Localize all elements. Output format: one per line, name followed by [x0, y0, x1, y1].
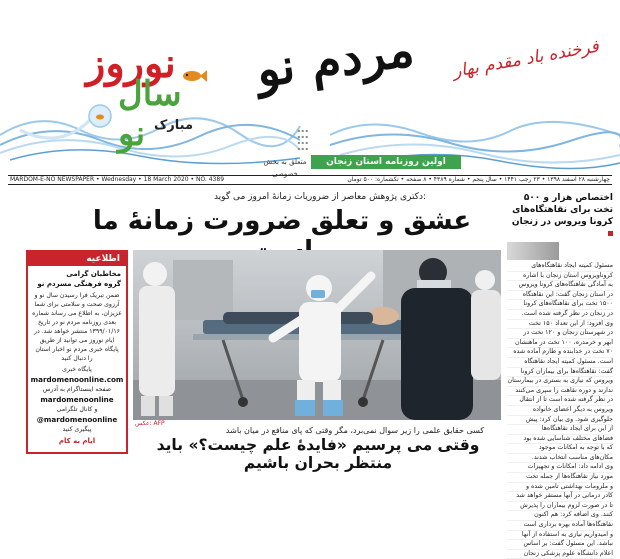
notice-addressee: مخاطبان گرامی گروه فرهنگی مسردم نو: [37, 270, 121, 288]
right-column-line: اعلام دانشگاه علوم پزشکی زنجان: [507, 550, 613, 559]
right-column-line: مورد نیاز نقاهتگاه‌ها از جمله تخت: [507, 473, 613, 483]
notice-insta-link[interactable]: mardomenoonline: [40, 395, 114, 404]
right-column-line: جلوگیری شود. وی بیان کرد: پیش: [507, 416, 613, 426]
right-column-line: در نظر گرفته شده است تا از انتقال: [507, 396, 613, 406]
lead-photo-illustration: [133, 250, 501, 420]
notice-telegram-label: و کانال تلگرامی: [56, 406, 98, 413]
right-column-line: ۱۵۰۰ تخت برای نقاهتگاه‌های کرونا: [507, 300, 613, 310]
lead-kicker: دکتری پژوهش معاصر از ضروریات زمانهٔ امروز می گوید:: [213, 192, 427, 202]
owner-note: متعلق به بخش خصوصی: [263, 158, 307, 178]
bottom-headline[interactable]: وقتی می پرسیم «فایدهٔ علم چیست؟» باید منتظر بحران باشیم: [156, 436, 480, 472]
notice-box: [26, 250, 128, 454]
nowruz-logo: [84, 40, 214, 154]
right-column-article[interactable]: [507, 192, 613, 557]
right-column-line: به آمادگی نقاهتگاه‌های کرونا ویروس: [507, 281, 613, 291]
photo-credit: عکس: AFP: [135, 420, 165, 427]
masthead: [0, 0, 620, 178]
notice-title: اطلاعیه: [28, 252, 126, 266]
right-column-line: تا در صورت لزوم بیماران را پذیرش: [507, 502, 613, 512]
right-column-title-text: اختصاص هزار و ۵۰۰ تخت برای نقاهتگاه‌های کرونا ویروس در زنجان: [511, 193, 613, 227]
logo-red-text: نوروز: [86, 40, 176, 87]
lead-headline[interactable]: عشق و تعلق ضرورت زمانهٔ ما: [92, 206, 472, 236]
right-column-thumbnail: [507, 242, 559, 260]
slogan: فرخنده باد مقدم بهار: [451, 36, 601, 82]
notice-insta-label: صفحه اینستاگرام به آدرس: [42, 386, 112, 393]
right-column-line: که با توجه به امکانات موجود: [507, 444, 613, 454]
right-column-line: وی ادامه داد: امکانات و تجهیزات: [507, 463, 613, 473]
right-column-line: و امیدواریم نیازی به استفاده از آنها: [507, 531, 613, 541]
right-column-line: ندارند و دوره نقاهت را سپری می‌کنند: [507, 387, 613, 397]
right-column-line: در استان زنجان گفت: این نقاهتگاه: [507, 291, 613, 301]
right-column-line: وی افزود: از این تعداد ۱۵۰ تخت: [507, 320, 613, 330]
date-strip-english: MARDOM-E-NO NEWSPAPER • Wednesday • 18 March 2020 • NO. 4389: [10, 176, 225, 183]
right-column-title: [507, 192, 613, 240]
right-column-line: ویروس که نیازی به بستری در بیمارستان: [507, 377, 613, 387]
logo-green-text: سال نو: [118, 74, 182, 154]
right-column-line: در شهرستان زنجان و ۱۲۰ تخت در: [507, 329, 613, 339]
notice-footer: ایام به کام: [58, 437, 96, 445]
right-column-line: در زنجان در نظر گرفته شده است.: [507, 310, 613, 320]
right-column-body: [507, 262, 613, 559]
right-column-line: گفت: نقاهتگاه‌ها برای بیماران کرونا: [507, 368, 613, 378]
notice-body: ضمن تبریک فرا رسیدن سال نو و آرزوی صحت و سلامتی برای شما عزیزان، به اطلاع می رساند شماره بعدی روزنامه مردم نو در تاریخ ۱۳۹۹/۰۱/۱۶ منتشر خواهد شد. در ایام نوروز می توانید از طریق پایگاه خبری مردم نو اخبار استان را دنبال کنید: [32, 292, 122, 362]
notice-telegram-link[interactable]: @mardomenoonline: [36, 415, 118, 424]
right-column-line: فضاهای مختلف شناسایی شده بود: [507, 435, 613, 445]
right-column-line: ۷۰ تخت در خدابنده و طارم آماده شده: [507, 348, 613, 358]
subtitle-badge: اولین روزنامه استان زنجان: [311, 155, 461, 169]
logo-mobarak-text: مبارک: [154, 118, 194, 133]
right-column-line: مسئول کمیته ایجاد نقاهتگاه‌های: [507, 262, 613, 272]
bottom-kicker: کسی حقایق علمی را زیر سوال نمی‌برد، مگر وقتی که پای منافع در میان باشد: [225, 426, 485, 435]
newspaper-title: مردم نو: [252, 21, 418, 99]
notice-url-link[interactable]: mardomenoonline.com: [30, 375, 124, 384]
right-column-line: کروناویروس استان زنجان با اشاره: [507, 272, 613, 282]
right-column-line: و ملزومات بهداشتی تامین شده و: [507, 483, 613, 493]
right-column-line: کنند. وی اضافه کرد: هم اکنون: [507, 511, 613, 521]
bullet-icon: [608, 231, 613, 236]
right-column-line: مکان‌های مناسب انتخاب شدند.: [507, 454, 613, 464]
masthead-side-note: ▪ ▪ ▪ ▪ ▪ ▪ ▪ ▪ ▪ ▪ ▪ ▪: [297, 128, 308, 151]
notice-url-label: پایگاه خبری: [62, 366, 92, 373]
right-column-line: کادر درمانی در آنها مستقر خواهد شد: [507, 492, 613, 502]
right-column-line: نقاهتگاه‌ها آماده بهره برداری است: [507, 521, 613, 531]
date-strip: [8, 175, 612, 185]
date-strip-persian: چهارشنبه ۲۸ اسفند ۱۳۹۸ • ۲۳ رجب ۱۴۴۱ • سال پنجم • شماره ۴۳۸۹ • ۸ صفحه • تکشماره: ۵۰۰ تومان: [347, 176, 610, 183]
right-column-line: است. مسئول کمیته ایجاد نقاهتگاه: [507, 358, 613, 368]
notice-follow: پیگیری کنید: [62, 426, 92, 433]
right-column-line: نباشد. این مسئول گفت: بر اساس: [507, 540, 613, 550]
right-column-line: از این برای ایجاد نقاهتگاه‌ها: [507, 425, 613, 435]
right-column-line: ابهر و خرمدره، ۱۰۰ تخت در ماهنشان: [507, 339, 613, 349]
lead-photo[interactable]: [133, 250, 501, 420]
right-column-line: ویروس به دیگر اعضای خانواده: [507, 406, 613, 416]
